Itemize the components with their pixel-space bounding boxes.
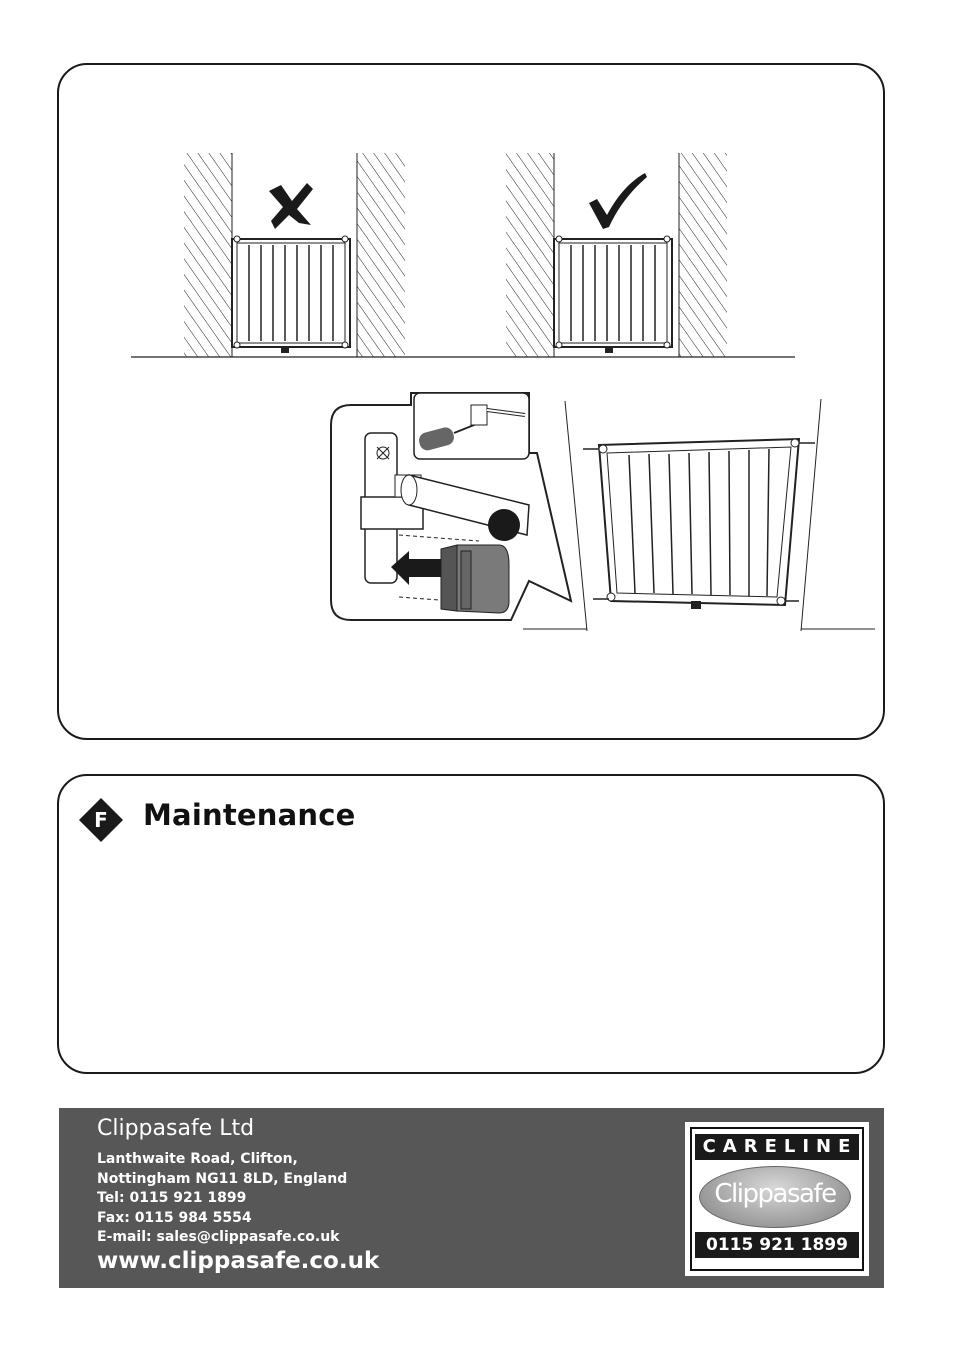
clippasafe-logo-text: Clippasafe xyxy=(714,1179,836,1209)
cross-mark-icon xyxy=(269,183,313,229)
section-badge-letter: F xyxy=(94,808,108,832)
incorrect-installation-scene xyxy=(184,153,405,357)
gate-perspective-illustration xyxy=(523,399,875,631)
gate-installation-illustration xyxy=(59,65,887,742)
careline-heading: CARELINE xyxy=(695,1134,859,1160)
careline-badge xyxy=(685,1122,869,1276)
correct-installation-scene xyxy=(506,153,727,357)
email: E-mail: sales@clippasafe.co.uk xyxy=(97,1229,340,1245)
fax: Fax: 0115 984 5554 xyxy=(97,1209,252,1226)
company-address xyxy=(97,1150,347,1248)
footer-contact-bar xyxy=(59,1108,884,1288)
website-link[interactable]: www.clippasafe.co.uk xyxy=(97,1248,380,1274)
address-line: Nottingham NG11 8LD, England xyxy=(97,1170,348,1187)
section-title: Maintenance xyxy=(143,798,356,832)
installation-illustration-panel xyxy=(57,63,885,740)
telephone: Tel: 0115 921 1899 xyxy=(97,1190,247,1206)
clippasafe-logo xyxy=(699,1166,851,1228)
careline-phone: 0115 921 1899 xyxy=(695,1232,859,1258)
check-mark-icon xyxy=(589,173,647,229)
maintenance-panel xyxy=(57,774,885,1074)
address-line: Lanthwaite Road, Clifton, xyxy=(97,1151,298,1167)
company-name: Clippasafe Ltd xyxy=(97,1116,255,1141)
hinge-detail-callout xyxy=(331,393,571,620)
